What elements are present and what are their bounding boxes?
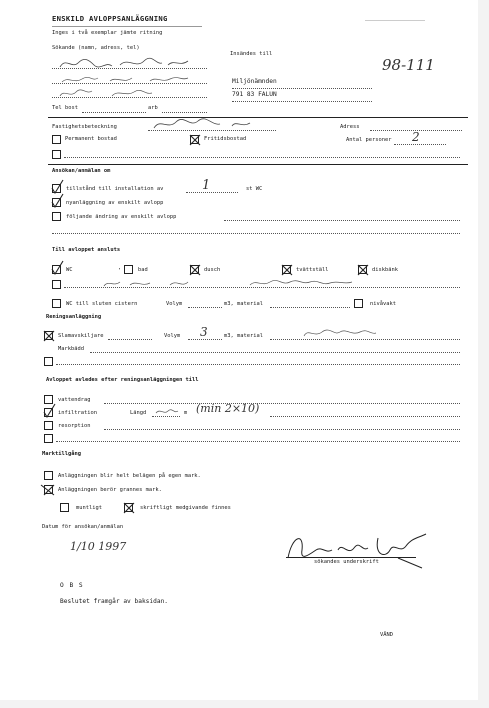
vattendrag-checkbox[interactable] (44, 395, 53, 404)
property-field[interactable] (148, 130, 276, 131)
cistern-material-field[interactable] (270, 307, 350, 308)
date-value: 1/10 1997 (70, 540, 127, 553)
slam-material-scribble (300, 326, 380, 340)
resorption-field[interactable] (104, 429, 460, 430)
connected-other-checkbox[interactable] (52, 280, 61, 289)
land-heading: Marktillgång (42, 451, 81, 457)
vattendrag-field[interactable] (104, 403, 460, 404)
check-mark-icon (51, 196, 63, 208)
vattendrag-label: vattendrag (58, 397, 91, 403)
check-mark-icon (189, 263, 201, 275)
cleaning-heading: Reningsanläggning (46, 314, 102, 320)
connected-other-scribble (100, 276, 360, 290)
dusch-checkbox[interactable] (190, 265, 199, 274)
tel-arb-label: arb (148, 105, 158, 111)
persons-label: Antal personer (346, 137, 392, 143)
applicant-name-scribble (58, 55, 198, 71)
recipient-line1-dots (232, 88, 372, 89)
signature-line (286, 557, 416, 558)
verbal-checkbox[interactable] (60, 503, 69, 512)
change-field-2[interactable] (52, 233, 460, 234)
infiltration-checkbox[interactable] (44, 408, 53, 417)
outlet-heading: Avloppet avledes efter reningsanläggningen till (46, 377, 199, 383)
property-label: Fastighetsbeteckning (52, 124, 117, 130)
form-subtitle: Inges i två exemplar jämte ritning (52, 30, 163, 36)
persons-field[interactable] (394, 144, 446, 145)
cistern-m3-label: m3, material (224, 301, 263, 307)
recipient-line2-dots (232, 101, 372, 102)
outlet-other-checkbox[interactable] (44, 434, 53, 443)
installation-checkbox[interactable] (52, 184, 61, 193)
written-label: skriftligt medgivande finnes (140, 505, 231, 511)
form-title: ENSKILD AVLOPPSANLÄGGNING (52, 14, 168, 23)
check-mark-icon (51, 263, 63, 275)
nivavakt-checkbox[interactable] (354, 299, 363, 308)
cleaning-other-field[interactable] (56, 364, 460, 365)
slam-field[interactable] (108, 339, 152, 340)
applicant-city-scribble (56, 86, 176, 100)
bad-checkbox[interactable] (124, 265, 133, 274)
recipient-line1: Miljönämnden (232, 78, 277, 85)
langd-field[interactable] (152, 416, 180, 417)
check-mark-icon (51, 182, 63, 194)
applicant-address-scribble (58, 72, 198, 86)
tel-arb-field[interactable] (162, 112, 207, 113)
comma-mark: , (118, 265, 122, 271)
slam-m3-label: m3, material (224, 333, 263, 339)
sent-to-label: Insändes till (230, 51, 273, 57)
change-label: följande ändring av enskilt avlopp (66, 214, 177, 220)
written-checkbox[interactable] (124, 503, 133, 512)
check-mark-icon (43, 406, 55, 418)
resorption-checkbox[interactable] (44, 421, 53, 430)
meter-label: m (184, 410, 188, 416)
wc-checkbox[interactable] (52, 265, 61, 274)
applicant-label: Sökande (namn, adress, tel) (52, 45, 140, 51)
check-mark-icon (189, 133, 201, 145)
cistern-volym-field[interactable] (188, 307, 222, 308)
check-mark-icon (123, 501, 135, 513)
slam-volym-label: Volym (164, 333, 181, 339)
persons-value: 2 (412, 130, 420, 144)
new-installation-label: nyanläggning av enskilt avlopp (66, 200, 164, 206)
wc-suffix: st WC (246, 186, 263, 192)
cistern-volym-label: Volym (166, 301, 183, 307)
check-mark-icon (281, 263, 293, 275)
fritid-label: Fritidsbostad (204, 136, 247, 142)
date-label: Datum för ansökan/anmälan (42, 524, 124, 530)
bad-label: bad (138, 267, 148, 273)
dusch-label: dusch (204, 267, 221, 273)
cistern-label: WC till sluten cistern (66, 301, 138, 307)
signature-image (282, 528, 432, 572)
property-other-checkbox[interactable] (52, 150, 61, 159)
header-faint-line (365, 20, 425, 21)
application-heading: Ansökan/anmälan om (52, 168, 111, 174)
own-land-checkbox[interactable] (44, 471, 53, 480)
tvattstall-label: tvättställ (296, 267, 329, 273)
cleaning-other-checkbox[interactable] (44, 357, 53, 366)
installation-count-field[interactable] (186, 192, 238, 193)
wc-label: WC (66, 267, 73, 273)
nivavakt-label: nivåvakt (370, 301, 396, 307)
neighbour-land-label: Anläggningen berör grannes mark. (58, 487, 162, 493)
infiltration-label: infiltration (58, 410, 97, 416)
check-mark-icon (43, 329, 55, 341)
decision-note: Beslutet framgår av baksidan. (60, 598, 169, 605)
new-installation-checkbox[interactable] (52, 198, 61, 207)
title-underline (52, 26, 202, 27)
neighbour-land-checkbox[interactable] (44, 485, 53, 494)
change-checkbox[interactable] (52, 212, 61, 221)
langd-scribble (154, 406, 180, 416)
tvattstall-checkbox[interactable] (282, 265, 291, 274)
infiltration-field[interactable] (270, 416, 460, 417)
check-mark-icon (43, 483, 55, 495)
tel-bost-field[interactable] (82, 112, 146, 113)
langd-label: Längd (130, 410, 147, 416)
min-note: (min 2×10) (196, 402, 260, 415)
slam-volym-value: 3 (200, 325, 208, 339)
slam-volym-field[interactable] (188, 339, 222, 340)
property-other-field[interactable] (64, 157, 460, 158)
verbal-label: muntligt (76, 505, 102, 511)
resorption-label: resorption (58, 423, 91, 429)
change-field-1[interactable] (224, 220, 460, 221)
recipient-line2: 791 83 FALUN (232, 91, 277, 98)
markbadd-field[interactable] (90, 352, 460, 353)
turn-page-label: VÄND (380, 632, 393, 638)
adress-label: Adress (340, 124, 360, 130)
section-divider-2 (48, 164, 468, 165)
case-number: 98-111 (382, 56, 435, 74)
tel-label: Tel bost (52, 105, 78, 111)
connected-heading: Till avloppet ansluts (52, 247, 121, 253)
permanent-label: Permanent bostad (65, 136, 117, 142)
check-mark-icon (357, 263, 369, 275)
installation-label: tillstånd till installation av (66, 186, 164, 192)
diskbank-label: diskbänk (372, 267, 398, 273)
fritid-checkbox[interactable] (190, 135, 199, 144)
markbadd-label: Markbädd (58, 346, 84, 352)
slam-checkbox[interactable] (44, 331, 53, 340)
slam-label: Slamavskiljare (58, 333, 104, 339)
cistern-checkbox[interactable] (52, 299, 61, 308)
obs-label: O B S (60, 582, 84, 589)
installation-count: 1 (202, 178, 211, 193)
outlet-other-field[interactable] (56, 441, 460, 442)
signature-label: sökandes underskrift (314, 559, 379, 565)
permanent-checkbox[interactable] (52, 135, 61, 144)
diskbank-checkbox[interactable] (358, 265, 367, 274)
own-land-label: Anläggningen blir helt belägen på egen mark. (58, 473, 201, 479)
